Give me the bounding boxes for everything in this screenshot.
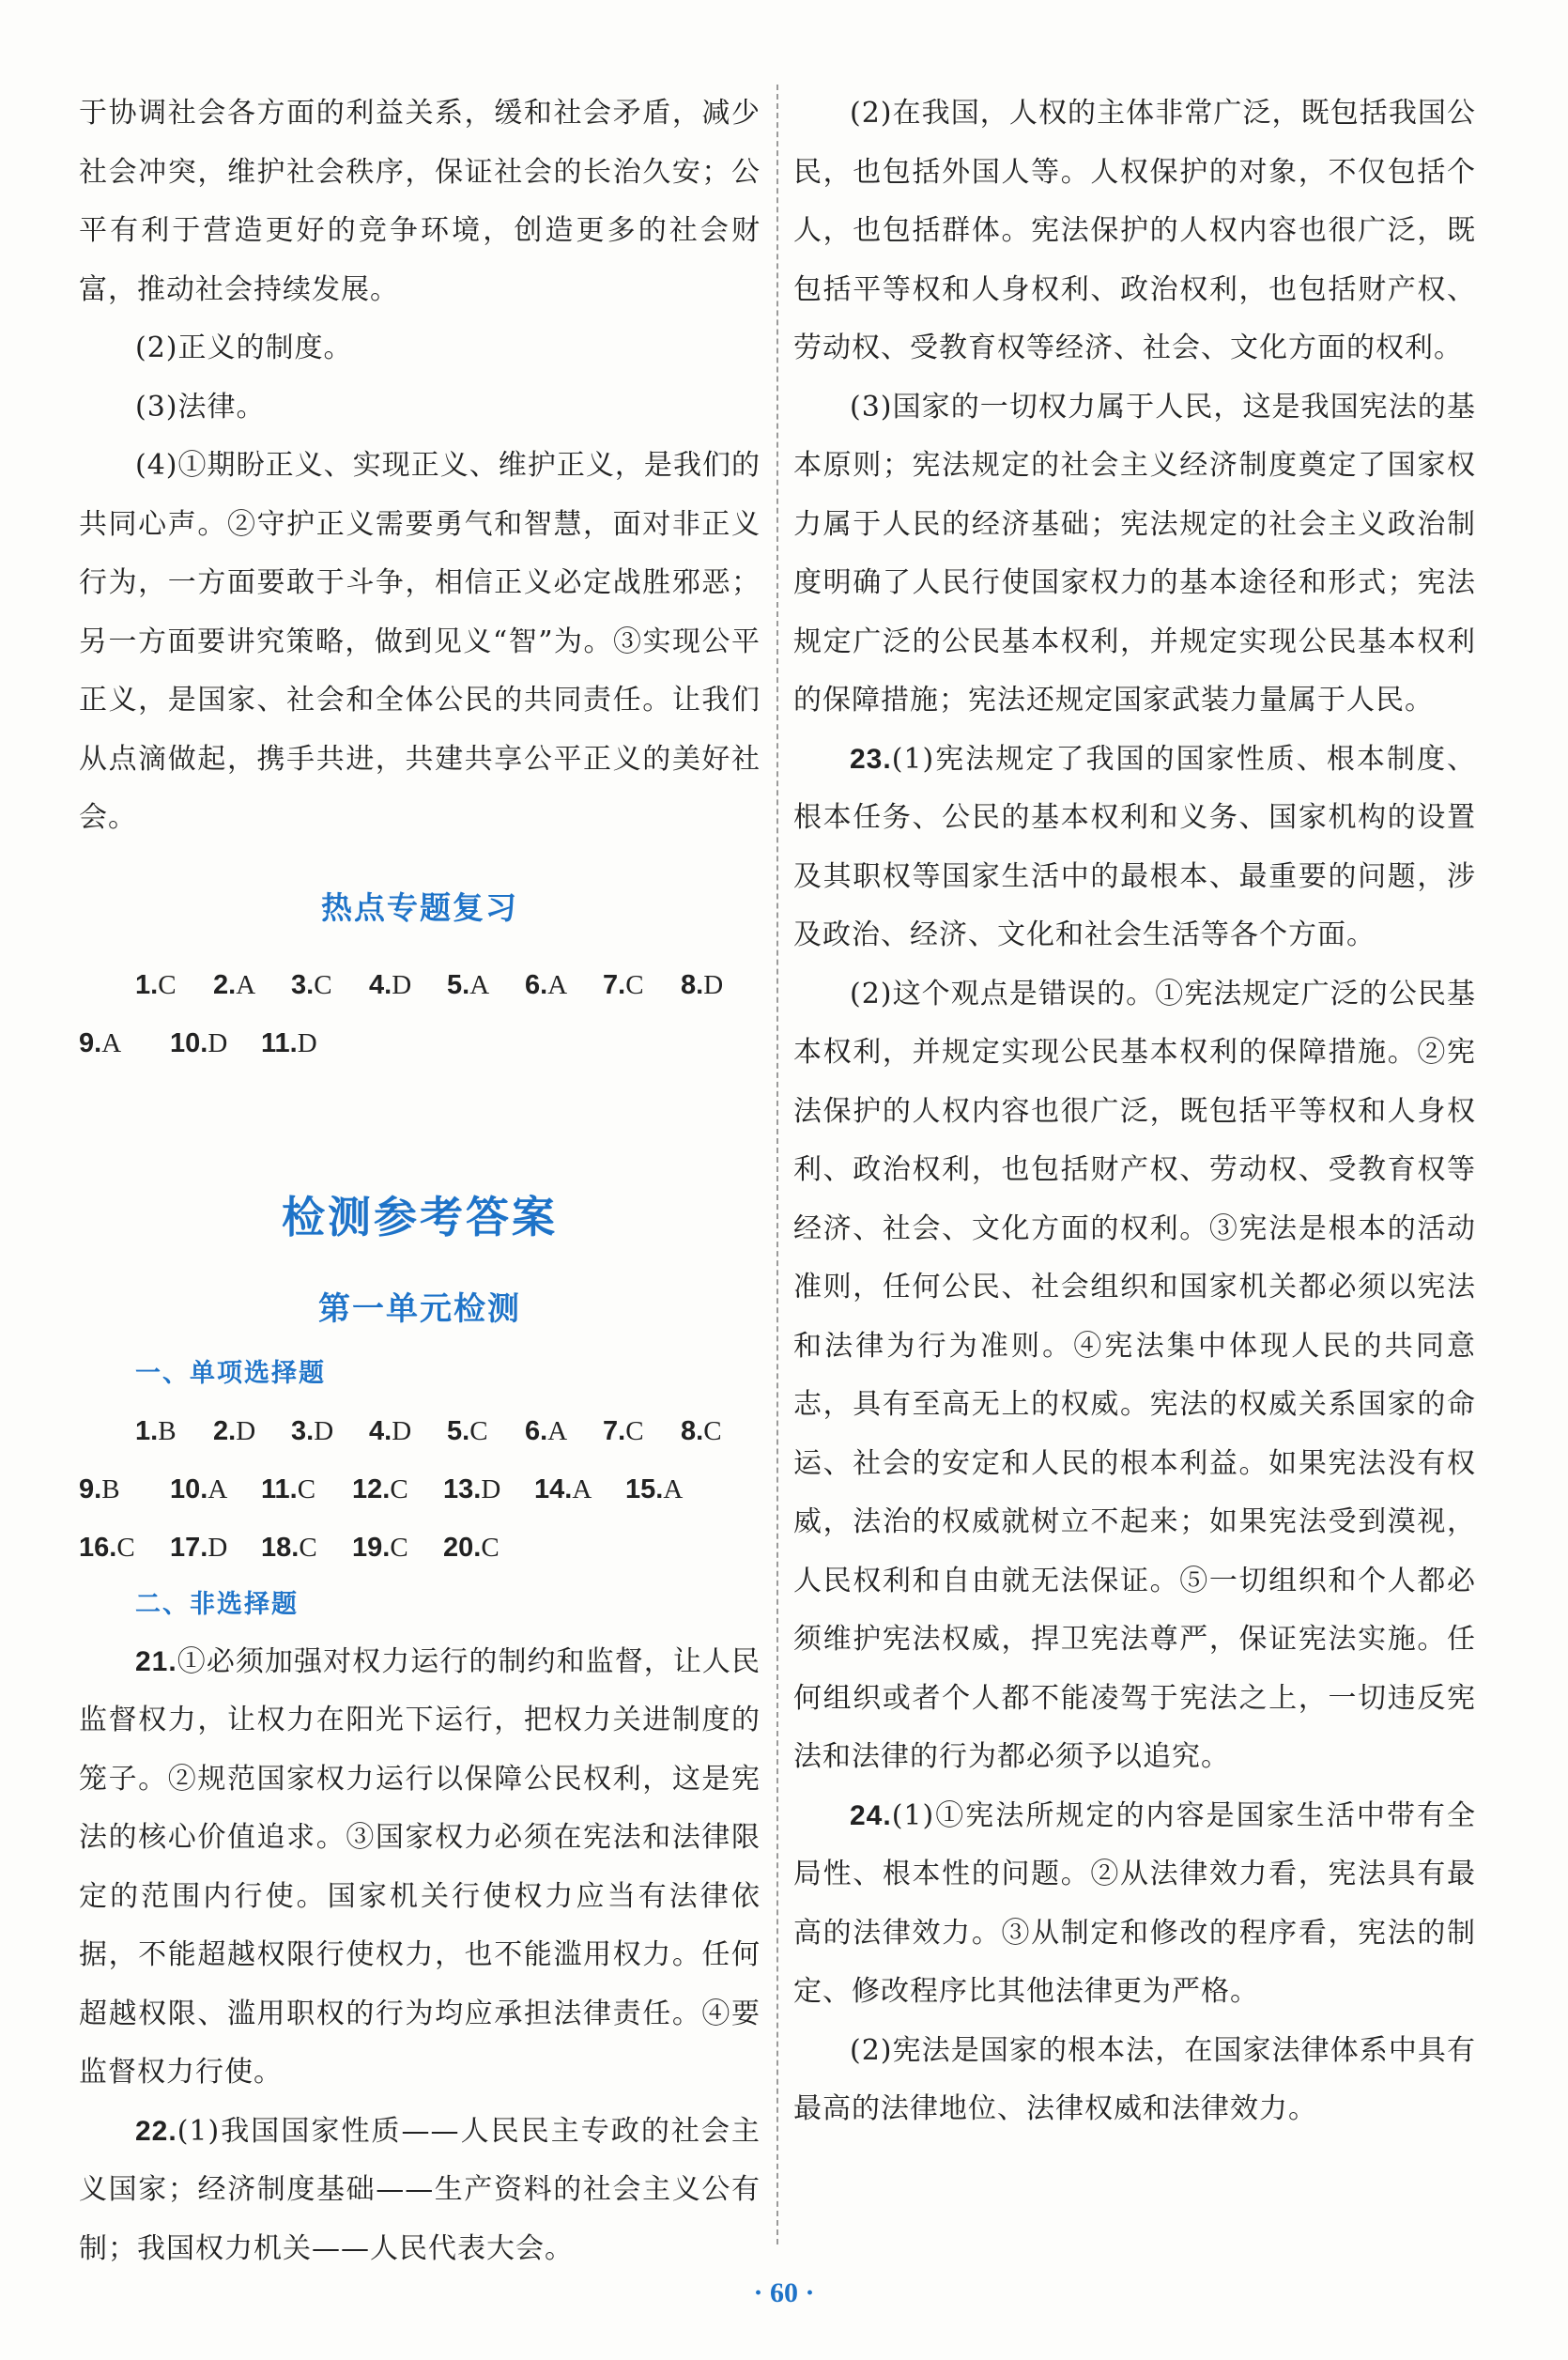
answer-row (79, 1014, 761, 1072)
paragraph: (2)宪法是国家的根本法，在国家法律体系中具有最高的法律地位、法律权威和法律效力。 (793, 2033, 1476, 2125)
answer-number: 6. (525, 1415, 548, 1446)
answer-letter: A (547, 969, 568, 1000)
question-22-answer (79, 2103, 761, 2279)
answer-text: (1)宪法规定了我国的国家性质、根本制度、根本任务、公民的基本权利和义务、国家机构的设置及其职权等国家生活中的最根本、最重要的问题，涉及政治、经济、文化和社会生活等各个方面。 (793, 742, 1476, 951)
answer-letter: A (547, 1415, 568, 1446)
answer-item (681, 956, 759, 1014)
answer-letter: A (572, 1473, 592, 1504)
answer-row (135, 1402, 761, 1460)
answer-item (135, 1402, 213, 1460)
answer-item (603, 956, 681, 1014)
answer-item (170, 1460, 261, 1519)
paragraph: (2)正义的制度。 (135, 332, 353, 364)
answer-item (352, 1519, 443, 1577)
answer-letter: C (314, 969, 332, 1000)
answer-letter: A (469, 969, 490, 1000)
answer-item (261, 1014, 352, 1072)
unit-title: 第一单元检测 (318, 1289, 521, 1328)
column-divider (776, 85, 778, 2244)
answer-letter: D (392, 969, 412, 1000)
left-column (79, 85, 761, 2278)
answer-number: 11. (261, 1027, 298, 1058)
answer-letter: C (390, 1473, 408, 1504)
right-column (793, 85, 1476, 2139)
answer-letter: D (392, 1415, 412, 1446)
answer-number: 13. (443, 1473, 482, 1504)
answer-item (603, 1402, 681, 1460)
main-title: 检测参考答案 (282, 1191, 558, 1242)
question-number: 23. (850, 743, 892, 775)
answer-item (135, 956, 213, 1014)
answer-item (213, 956, 291, 1014)
answer-letter: D (703, 969, 724, 1000)
question-24-answer (793, 1787, 1476, 2022)
answer-letter: D (236, 1415, 256, 1446)
question-number: 21. (135, 1645, 177, 1677)
answer-letter: B (158, 1415, 177, 1446)
answer-item (369, 956, 447, 1014)
paragraph: (4)①期盼正义、实现正义、维护正义，是我们的共同心声。②守护正义需要勇气和智慧，面对非正义行为，一方面要敢于斗争，相信正义必定战胜邪恶；另一方面要讲究策略，做到见义“智”为。③实现公平正义，是国家、社会和全体公民的共同责任。让我们从点滴做起，携手共进，共建共享公平正义的美好社会。 (79, 449, 761, 834)
answer-item (291, 956, 369, 1014)
answer-number: 10. (170, 1473, 208, 1504)
answer-number: 8. (681, 969, 704, 1000)
answer-number: 3. (291, 969, 315, 1000)
answer-letter: C (390, 1532, 408, 1563)
paragraph: (2)这个观点是错误的。①宪法规定广泛的公民基本权利，并规定实现公民基本权利的保障措施。②宪法保护的人权内容也很广泛，既包括平等权和人身权利、政治权利，也包括财产权、劳动权、受教育权等经济、社会、文化方面的权利。③宪法是根本的活动准则，任何公民、社会组织和国家机关都必须以宪法和法律为行为准则。④宪法集中体现人民的共同意志，具有至高无上的权威。宪法的权威关系国家的命运、社会的安定和人民的根本利益。如果宪法没有权威，法治的权威就树立不起来；如果宪法受到漠视，人民权利和自由就无法保证。⑤一切组织和个人都必须维护宪法权威，捍卫宪法尊严，保证宪法实施。任何组织或者个人都不能凌驾于宪法之上，一切违反宪法和法律的行为都必须予以追究。 (793, 977, 1476, 1773)
answer-item (447, 956, 525, 1014)
answer-letter: D (297, 1027, 317, 1058)
answer-number: 9. (79, 1473, 102, 1504)
answer-number: 10. (170, 1027, 208, 1058)
answer-number: 7. (603, 969, 626, 1000)
paragraph: (3)国家的一切权力属于人民，这是我国宪法的基本原则；宪法规定的社会主义经济制度奠定了国家权力属于人民的经济基础；宪法规定的社会主义政治制度明确了人民行使国家权力的基本途径和形式；宪法规定广泛的公民基本权利，并规定实现公民基本权利的保障措施；宪法还规定国家武装力量属于人民。 (793, 390, 1476, 717)
answer-letter: A (663, 1473, 684, 1504)
answer-number: 14. (534, 1473, 573, 1504)
answer-letter: C (299, 1532, 317, 1563)
answer-item (291, 1402, 369, 1460)
answer-number: 4. (369, 1415, 392, 1446)
answer-number: 19. (352, 1532, 391, 1563)
answer-letter: D (481, 1473, 501, 1504)
hot-topic-answers (79, 956, 761, 1072)
answer-number: 12. (352, 1473, 391, 1504)
answer-number: 7. (603, 1415, 626, 1446)
answer-row (79, 1460, 761, 1519)
question-21-answer (79, 1633, 761, 2103)
answer-letter: A (208, 1473, 228, 1504)
answer-letter: C (297, 1473, 316, 1504)
answer-number: 3. (291, 1415, 315, 1446)
answer-number: 18. (261, 1532, 300, 1563)
answer-number: 1. (135, 969, 159, 1000)
answer-item (170, 1014, 261, 1072)
answer-letter: C (469, 1415, 488, 1446)
answer-item (534, 1460, 625, 1519)
paragraph: (3)法律。 (135, 390, 266, 424)
answer-letter: A (236, 969, 256, 1000)
page-number: · 60 · (753, 2277, 815, 2308)
answer-letter: C (158, 969, 177, 1000)
answer-letter: C (625, 969, 644, 1000)
answer-text: ①必须加强对权力运行的制约和监督，让人民监督权力，让权力在阳光下运行，把权力关进制度的笼子。②规范国家权力运行以保障公民权利，这是宪法的核心价值追求。③国家权力必须在宪法和法律限定的范围内行使。国家机关行使权力应当有法律依据，不能超越权限行使权力，也不能滥用权力。任何超越权限、滥用职权的行为均应承担法律责任。④要监督权力行使。 (79, 1644, 761, 2089)
answer-number: 4. (369, 969, 392, 1000)
answer-row (79, 1519, 761, 1577)
answer-number: 17. (170, 1532, 208, 1563)
answer-number: 15. (625, 1473, 664, 1504)
paragraph: (2)在我国，人权的主体非常广泛，既包括我国公民，也包括外国人等。人权保护的对象，不仅包括个人，也包括群体。宪法保护的人权内容也很广泛，既包括平等权和人身权利、政治权利，也包括财产权、劳动权、受教育权等经济、社会、文化方面的权利。 (793, 97, 1476, 364)
answer-text: (1)我国国家性质——人民民主专政的社会主义国家；经济制度基础——生产资料的社会主义公有制；我国权力机关——人民代表大会。 (79, 2114, 761, 2265)
answer-number: 5. (447, 969, 470, 1000)
answer-item (261, 1519, 352, 1577)
answer-letter: C (625, 1415, 644, 1446)
answer-number: 16. (79, 1532, 117, 1563)
answer-letter: C (703, 1415, 722, 1446)
answer-item (170, 1519, 261, 1577)
answer-text: (1)①宪法所规定的内容是国家生活中带有全局性、根本性的问题。②从法律效力看，宪法具有最高的法律效力。③从制定和修改的程序看，宪法的制定、修改程序比其他法律更为严格。 (793, 1798, 1476, 2008)
answer-item (369, 1402, 447, 1460)
answer-number: 1. (135, 1415, 159, 1446)
answer-number: 9. (79, 1027, 102, 1058)
answer-letter: D (208, 1532, 228, 1563)
answer-letter: A (101, 1027, 122, 1058)
answer-item (213, 1402, 291, 1460)
answer-number: 6. (525, 969, 548, 1000)
answer-letter: D (208, 1027, 228, 1058)
answer-item (443, 1519, 534, 1577)
answer-number: 5. (447, 1415, 470, 1446)
hot-topic-title: 热点专题复习 (321, 888, 518, 926)
answer-row (135, 956, 761, 1014)
answer-number: 20. (443, 1532, 482, 1563)
answer-letter: D (314, 1415, 334, 1446)
answer-item (681, 1402, 759, 1460)
answer-number: 11. (261, 1473, 298, 1504)
answer-item (79, 1519, 170, 1577)
answer-item (525, 956, 603, 1014)
answer-item (525, 1402, 603, 1460)
answer-letter: B (101, 1473, 120, 1504)
answer-item (625, 1460, 716, 1519)
answer-item (443, 1460, 534, 1519)
answer-item (447, 1402, 525, 1460)
answer-item (79, 1014, 170, 1072)
question-number: 24. (850, 1799, 892, 1831)
answer-letter: C (116, 1532, 135, 1563)
paragraph: 于协调社会各方面的利益关系，缓和社会矛盾，减少社会冲突，维护社会秩序，保证社会的长治久安；公平有利于营造更好的竞争环境，创造更多的社会财富，推动社会持续发展。 (79, 97, 761, 306)
mc-answers (79, 1402, 761, 1577)
nonmc-section-title: 二、非选择题 (135, 1589, 299, 1619)
question-23-answer (793, 731, 1476, 965)
answer-letter: C (481, 1532, 500, 1563)
answer-number: 8. (681, 1415, 704, 1446)
answer-item (352, 1460, 443, 1519)
answer-item (79, 1460, 170, 1519)
question-number: 22. (135, 2115, 177, 2147)
answer-number: 2. (213, 1415, 237, 1446)
mc-section-title: 一、单项选择题 (135, 1358, 326, 1388)
answer-item (261, 1460, 352, 1519)
answer-number: 2. (213, 969, 237, 1000)
